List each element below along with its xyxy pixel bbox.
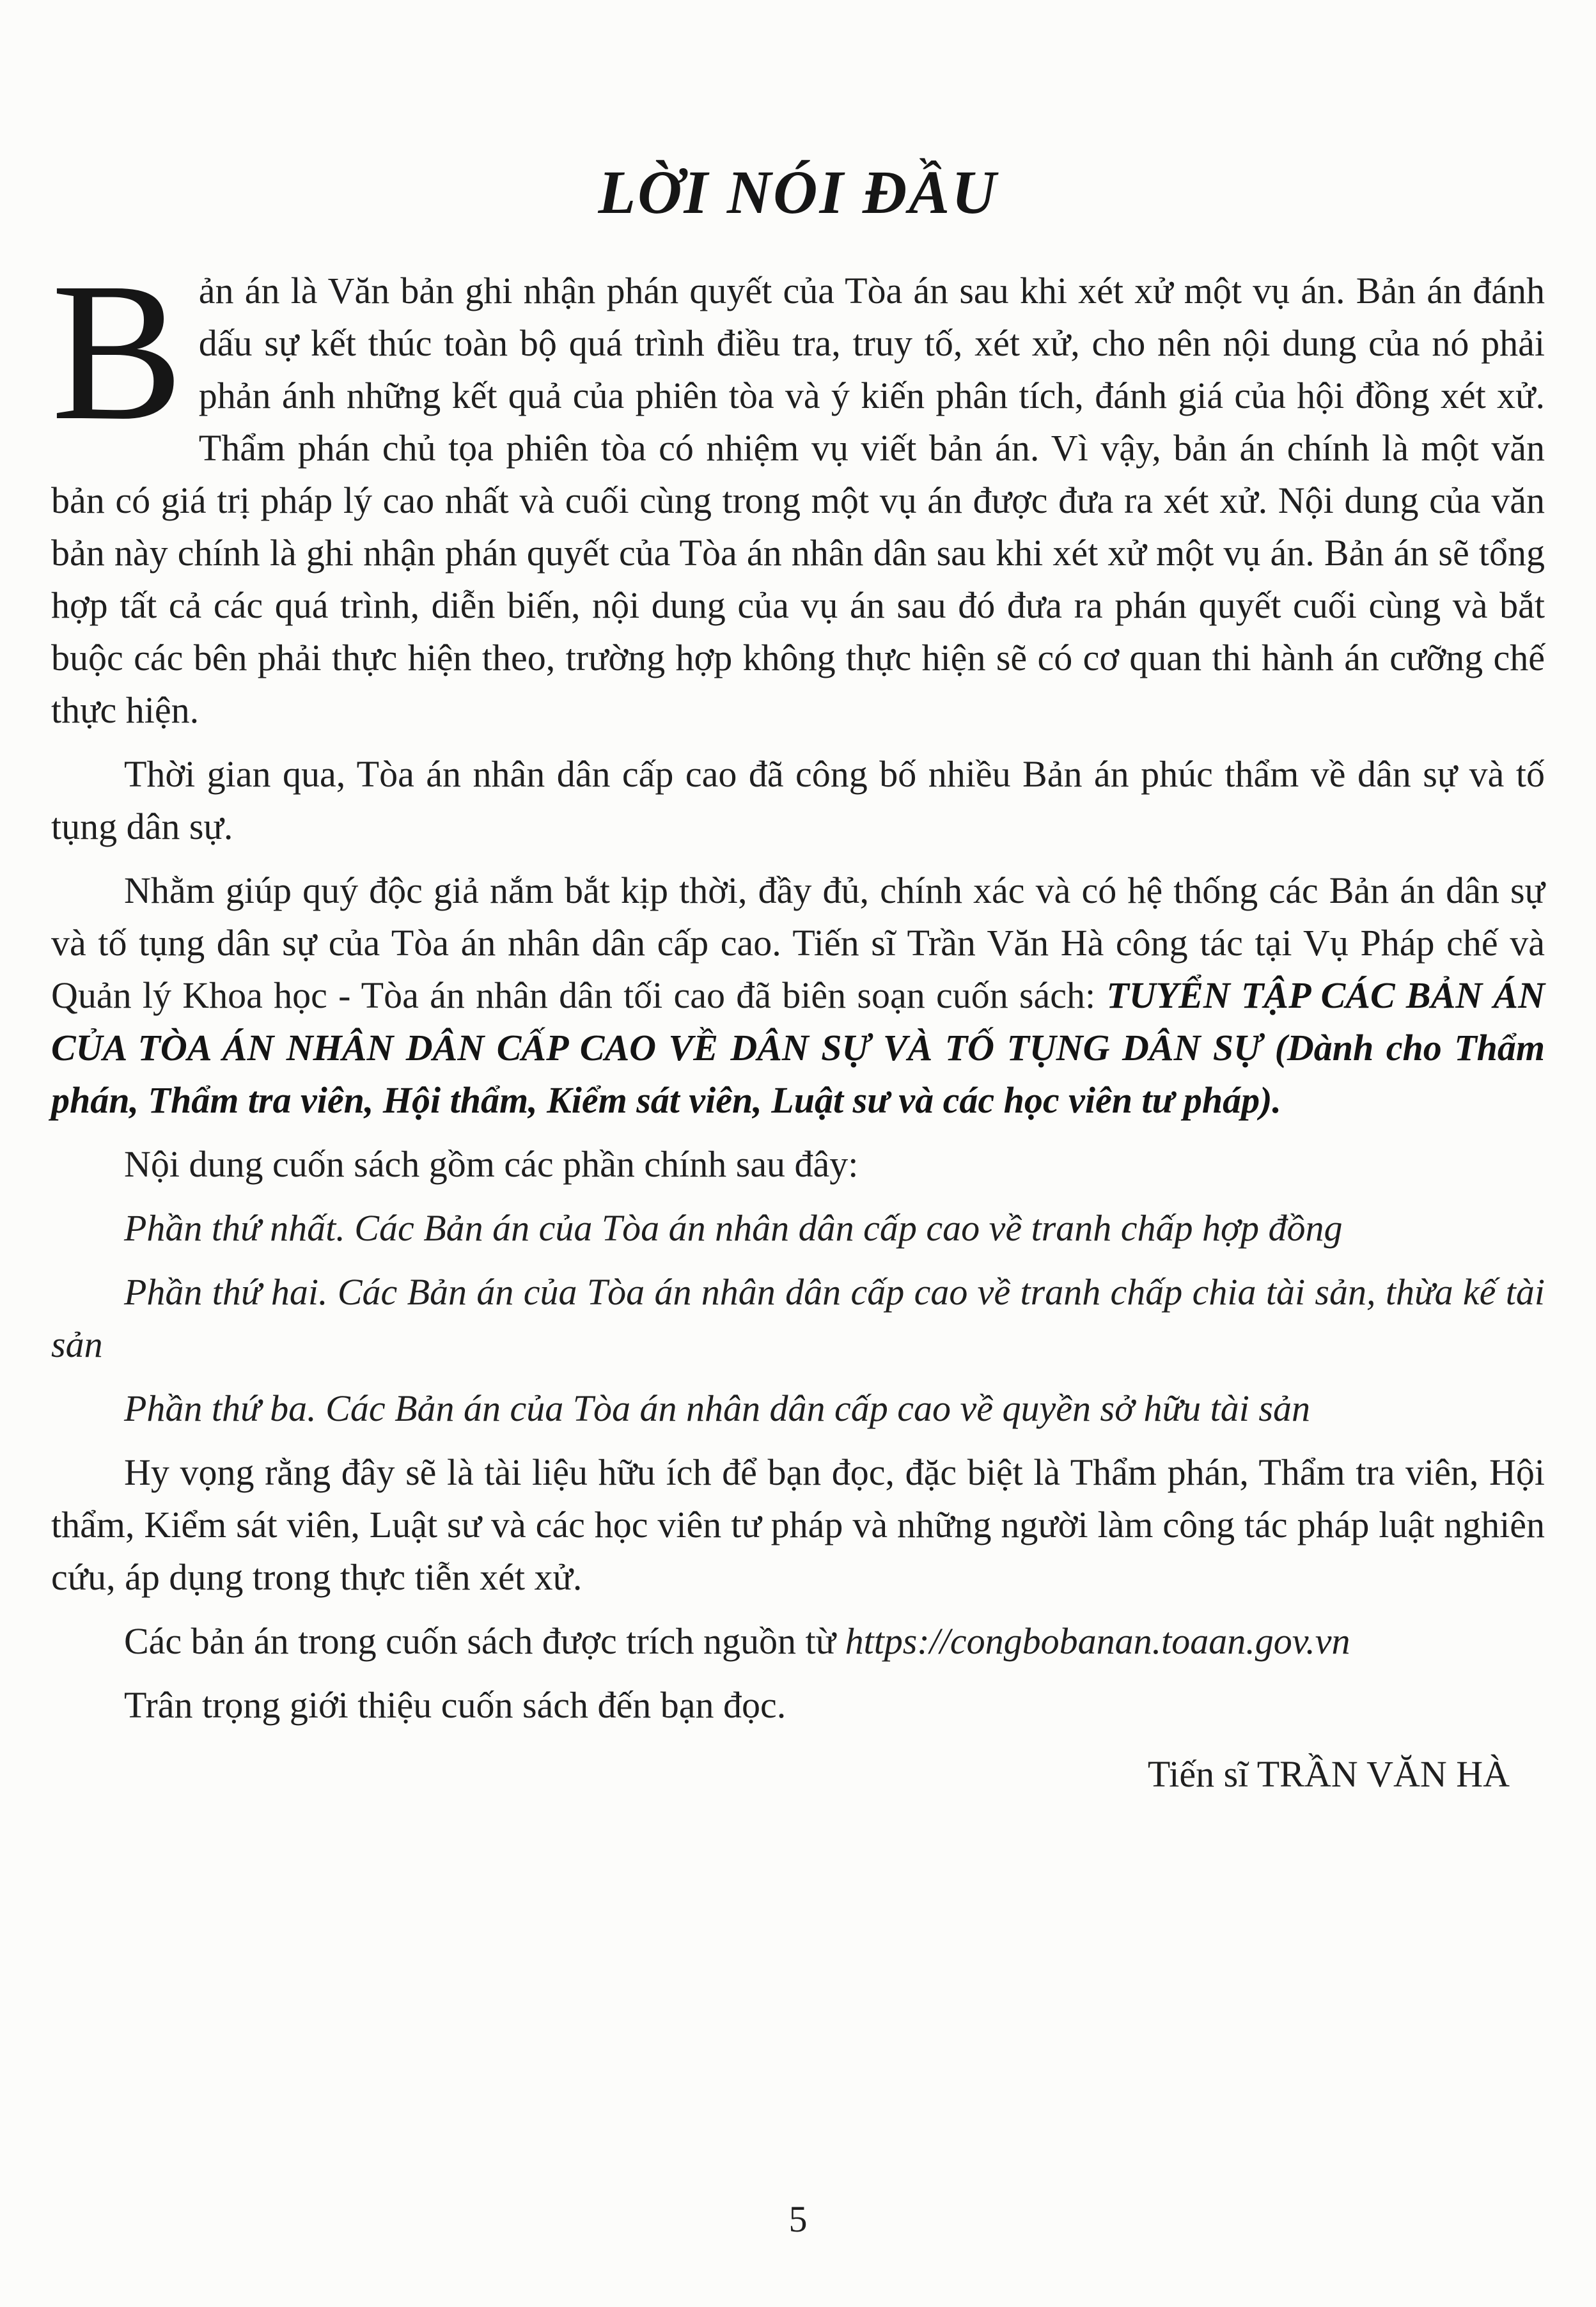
drop-cap-letter: B [51,242,184,462]
paragraph-tran-trong: Trân trọng giới thiệu cuốn sách đến bạn đọc. [124,1684,786,1726]
source-url: https://congbobanan.toaan.gov.vn [845,1620,1350,1662]
paragraph-hy-vong: Hy vọng rằng đây sẽ là tài liệu hữu ích để bạn đọc, đặc biệt là Thẩm phán, Thẩm tra viên, Hội thẩm, Kiểm sát viên, Luật sư và các học viên tư pháp và những người làm công tác pháp luật nghiên cứu, áp dụng trong thực tiễn xét xử. [51,1451,1545,1598]
part-three-line: Phần thứ ba. Các Bản án của Tòa án nhân dân cấp cao về quyền sở hữu tài sản [124,1388,1310,1429]
page-number: 5 [788,2198,808,2240]
paragraph-gioi-thieu-text: Nhằm giúp quý độc giả nắm bắt kịp thời, đầy đủ, chính xác và có hệ thống các Bản án dân sự và tố tụng dân sự của Tòa án nhân dân cấp cao. Tiến sĩ Trần Văn Hà công tác tại Vụ Pháp chế và Quản lý Khoa học - Tòa án nhân dân tối cao đã biên soạn cuốn sách: [51,870,1545,1016]
paragraph-gioi-thieu-sach [51,864,1545,1127]
part-one-line: Phần thứ nhất. Các Bản án của Tòa án nhân dân cấp cao về tranh chấp hợp đồng [124,1207,1343,1249]
paragraph-intro-text: ản án là Văn bản ghi nhận phán quyết của Tòa án sau khi xét xử một vụ án. Bản án đánh dấu sự kết thúc toàn bộ quá trình điều tra, truy tố, xét xử, cho nên nội dung của nó phải phản ánh những kết quả của phiên tòa và ý kiến phân tích, đánh giá của hội đồng xét xử. Thẩm phán chủ tọa phiên tòa có nhiệm vụ viết bản án. Vì vậy, bản án chính là một văn bản có giá trị pháp lý cao nhất và cuối cùng trong một vụ án được đưa ra xét xử. Nội dung của văn bản này chính là ghi nhận phán quyết của Tòa án nhân dân sau khi xét xử một vụ án. Bản án sẽ tổng hợp tất cả các quá trình, diễn biến, nội dung của vụ án sau đó đưa ra phán quyết cuối cùng và bắt buộc các bên phải thực hiện theo, trường hợp không thực hiện sẽ có cơ quan thi hành án cưỡng chế thực hiện. [51,270,1545,731]
paragraph-nguon-text: Các bản án trong cuốn sách được trích nguồn từ [124,1620,845,1662]
author-signature: Tiến sĩ TRẦN VĂN HÀ [1147,1753,1510,1795]
book-title-emphasis: TUYỂN TẬP CÁC BẢN ÁN CỦA TÒA ÁN NHÂN DÂN CẤP CAO VỀ DÂN SỰ VÀ TỐ TỤNG DÂN SỰ (Dành cho Thẩm phán, Thẩm tra viên, Hội thẩm, Kiểm sát viên, Luật sư và các học viên tư pháp). [51,974,1545,1121]
part-two-line: Phần thứ hai. Các Bản án của Tòa án nhân dân cấp cao về tranh chấp chia tài sản, thừa kế tài sản [51,1271,1545,1365]
page-title: LỜI NÓI ĐẦU [598,158,998,226]
paragraph-thoi-gian: Thời gian qua, Tòa án nhân dân cấp cao đã công bố nhiều Bản án phúc thẩm về dân sự và tố tụng dân sự. [51,753,1545,847]
paragraph-intro [51,242,1545,737]
paragraph-noi-dung: Nội dung cuốn sách gồm các phần chính sau đây: [124,1143,859,1185]
paragraph-nguon [51,1615,1545,1668]
preface-body [51,242,1545,1801]
